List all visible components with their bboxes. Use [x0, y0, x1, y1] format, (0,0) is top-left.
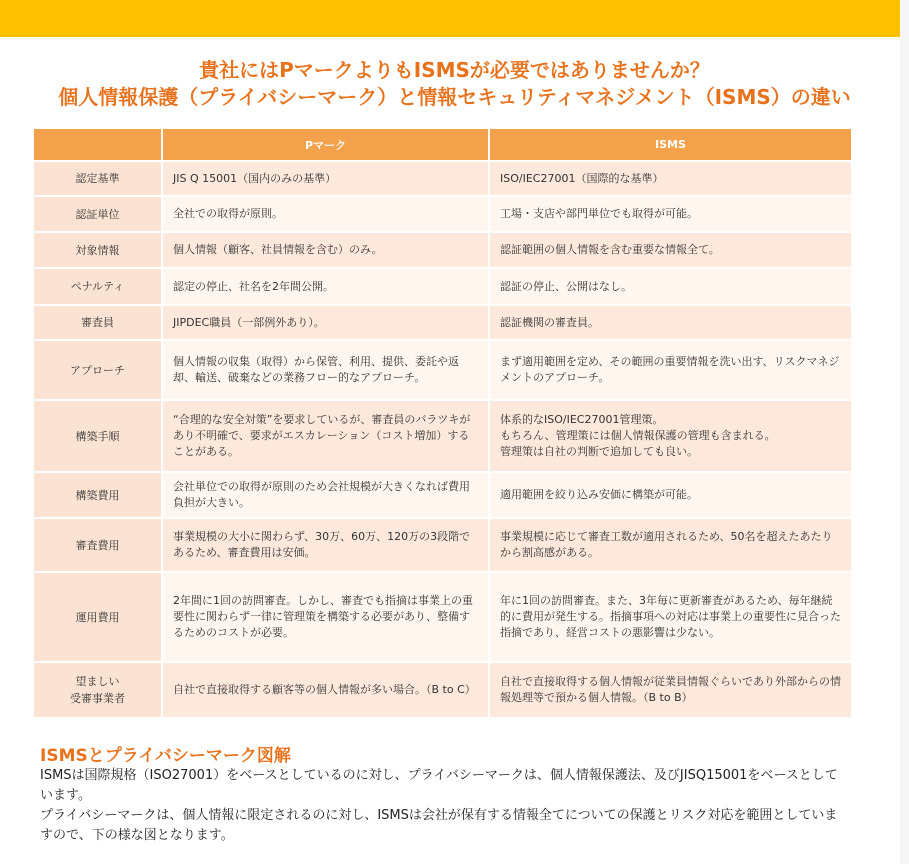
isms-cell: 認証の停止、公開はなし。 — [490, 269, 851, 304]
table-row — [34, 401, 851, 471]
isms-cell: 体系的なISO/IEC27001管理策。 もちろん、管理策には個人情報保護の管理も含まれる。 管理策は自社の判断で追加しても良い。 — [490, 401, 851, 471]
isms-cell: 年に1回の訪問審査。また、3年毎に更新審査があるため、毎年継続的に費用が発生する。指摘事項への対応は事業上の重要性に見合った指摘であり、経営コストの悪影響は少ない。 — [490, 573, 851, 661]
header-blank-cell — [34, 129, 161, 160]
table-row — [34, 663, 851, 717]
table-row — [34, 162, 851, 195]
isms-cell: まず適用範囲を定め、その範囲の重要情報を洗い出す、リスクマネジメントのアプローチ。 — [490, 341, 851, 399]
section-heading: ISMSとプライバシーマーク図解 — [40, 746, 291, 766]
pmark-cell: JIS Q 15001（国内のみの基準） — [163, 162, 488, 195]
table-row — [34, 306, 851, 339]
table-row — [34, 519, 851, 571]
right-edge-strip — [900, 0, 909, 864]
isms-cell: ISO/IEC27001（国際的な基準） — [490, 162, 851, 195]
header-isms: ISMS — [490, 129, 851, 160]
row-label: 構築費用 — [34, 473, 161, 517]
pmark-cell: 2年間に1回の訪問審査。しかし、審査でも指摘は事業上の重要性に関わらず一律に管理策を構築する必要があり、整備するためのコストが必要。 — [163, 573, 488, 661]
table-row — [34, 573, 851, 661]
isms-cell: 工場・支店や部門単位でも取得が可能。 — [490, 197, 851, 231]
row-label: 運用費用 — [34, 573, 161, 661]
isms-cell: 適用範囲を絞り込み安価に構築が可能。 — [490, 473, 851, 517]
row-label: ペナルティ — [34, 269, 161, 304]
top-banner-bar — [0, 0, 900, 37]
row-label: 構築手順 — [34, 401, 161, 471]
isms-cell: 認証範囲の個人情報を含む重要な情報全て。 — [490, 233, 851, 267]
pmark-cell: 個人情報（顧客、社員情報を含む）のみ。 — [163, 233, 488, 267]
page-subtitle: 個人情報保護（プライバシーマーク）と情報セキュリティマネジメント（ISMS）の違い — [58, 85, 851, 109]
table-row — [34, 473, 851, 517]
pmark-cell: JIPDEC職員（一部例外あり）。 — [163, 306, 488, 339]
table-row — [34, 341, 851, 399]
pmark-cell: “合理的な安全対策”を要求しているが、審査員のバラツキがあり不明確で、要求がエスカレーション（コスト増加）することがある。 — [163, 401, 488, 471]
row-label: 認証単位 — [34, 197, 161, 231]
pmark-cell: 認定の停止、社名を2年間公開。 — [163, 269, 488, 304]
table-row — [34, 197, 851, 231]
pmark-cell: 事業規模の大小に関わらず、30万、60万、120万の3段階であるため、審査費用は安価。 — [163, 519, 488, 571]
table-header-row — [34, 129, 851, 160]
body-paragraph: ISMSは国際規格（ISO27001）をベースとしているのに対し、プライバシーマークは、個人情報保護法、及びJISQ15001をベースとしています。 — [40, 768, 838, 803]
isms-cell: 自社で直接取得する個人情報が従業員情報ぐらいであり外部からの情報処理等で預かる個人情報。（B to B） — [490, 663, 851, 717]
pmark-cell: 全社での取得が原則。 — [163, 197, 488, 231]
table-row — [34, 233, 851, 267]
header-pmark: Pマーク — [163, 129, 488, 160]
pmark-cell: 自社で直接取得する顧客等の個人情報が多い場合。（B to C） — [163, 663, 488, 717]
isms-cell: 認証機関の審査員。 — [490, 306, 851, 339]
row-label: 望ましい 受審事業者 — [34, 663, 161, 717]
section-body — [40, 766, 840, 846]
row-label: 審査費用 — [34, 519, 161, 571]
comparison-table — [32, 127, 853, 719]
body-paragraph: プライバシーマークは、個人情報に限定されるのに対し、ISMSは会社が保有する情報全てについての保護とリスク対応を範囲としていますので、下の様な図となります。 — [40, 808, 838, 843]
pmark-cell: 会社単位での取得が原則のため会社規模が大きくなれば費用負担が大きい。 — [163, 473, 488, 517]
row-label: アプローチ — [34, 341, 161, 399]
isms-cell: 事業規模に応じて審査工数が適用されるため、50名を超えたあたりから割高感がある。 — [490, 519, 851, 571]
row-label: 認定基準 — [34, 162, 161, 195]
row-label: 審査員 — [34, 306, 161, 339]
pmark-cell: 個人情報の収集（取得）から保管、利用、提供、委託や返却、輸送、破棄などの業務フロー的なアプローチ。 — [163, 341, 488, 399]
page-title: 貴社にはPマークよりもISMSが必要ではありませんか？ — [199, 58, 710, 82]
row-label: 対象情報 — [34, 233, 161, 267]
table-row — [34, 269, 851, 304]
